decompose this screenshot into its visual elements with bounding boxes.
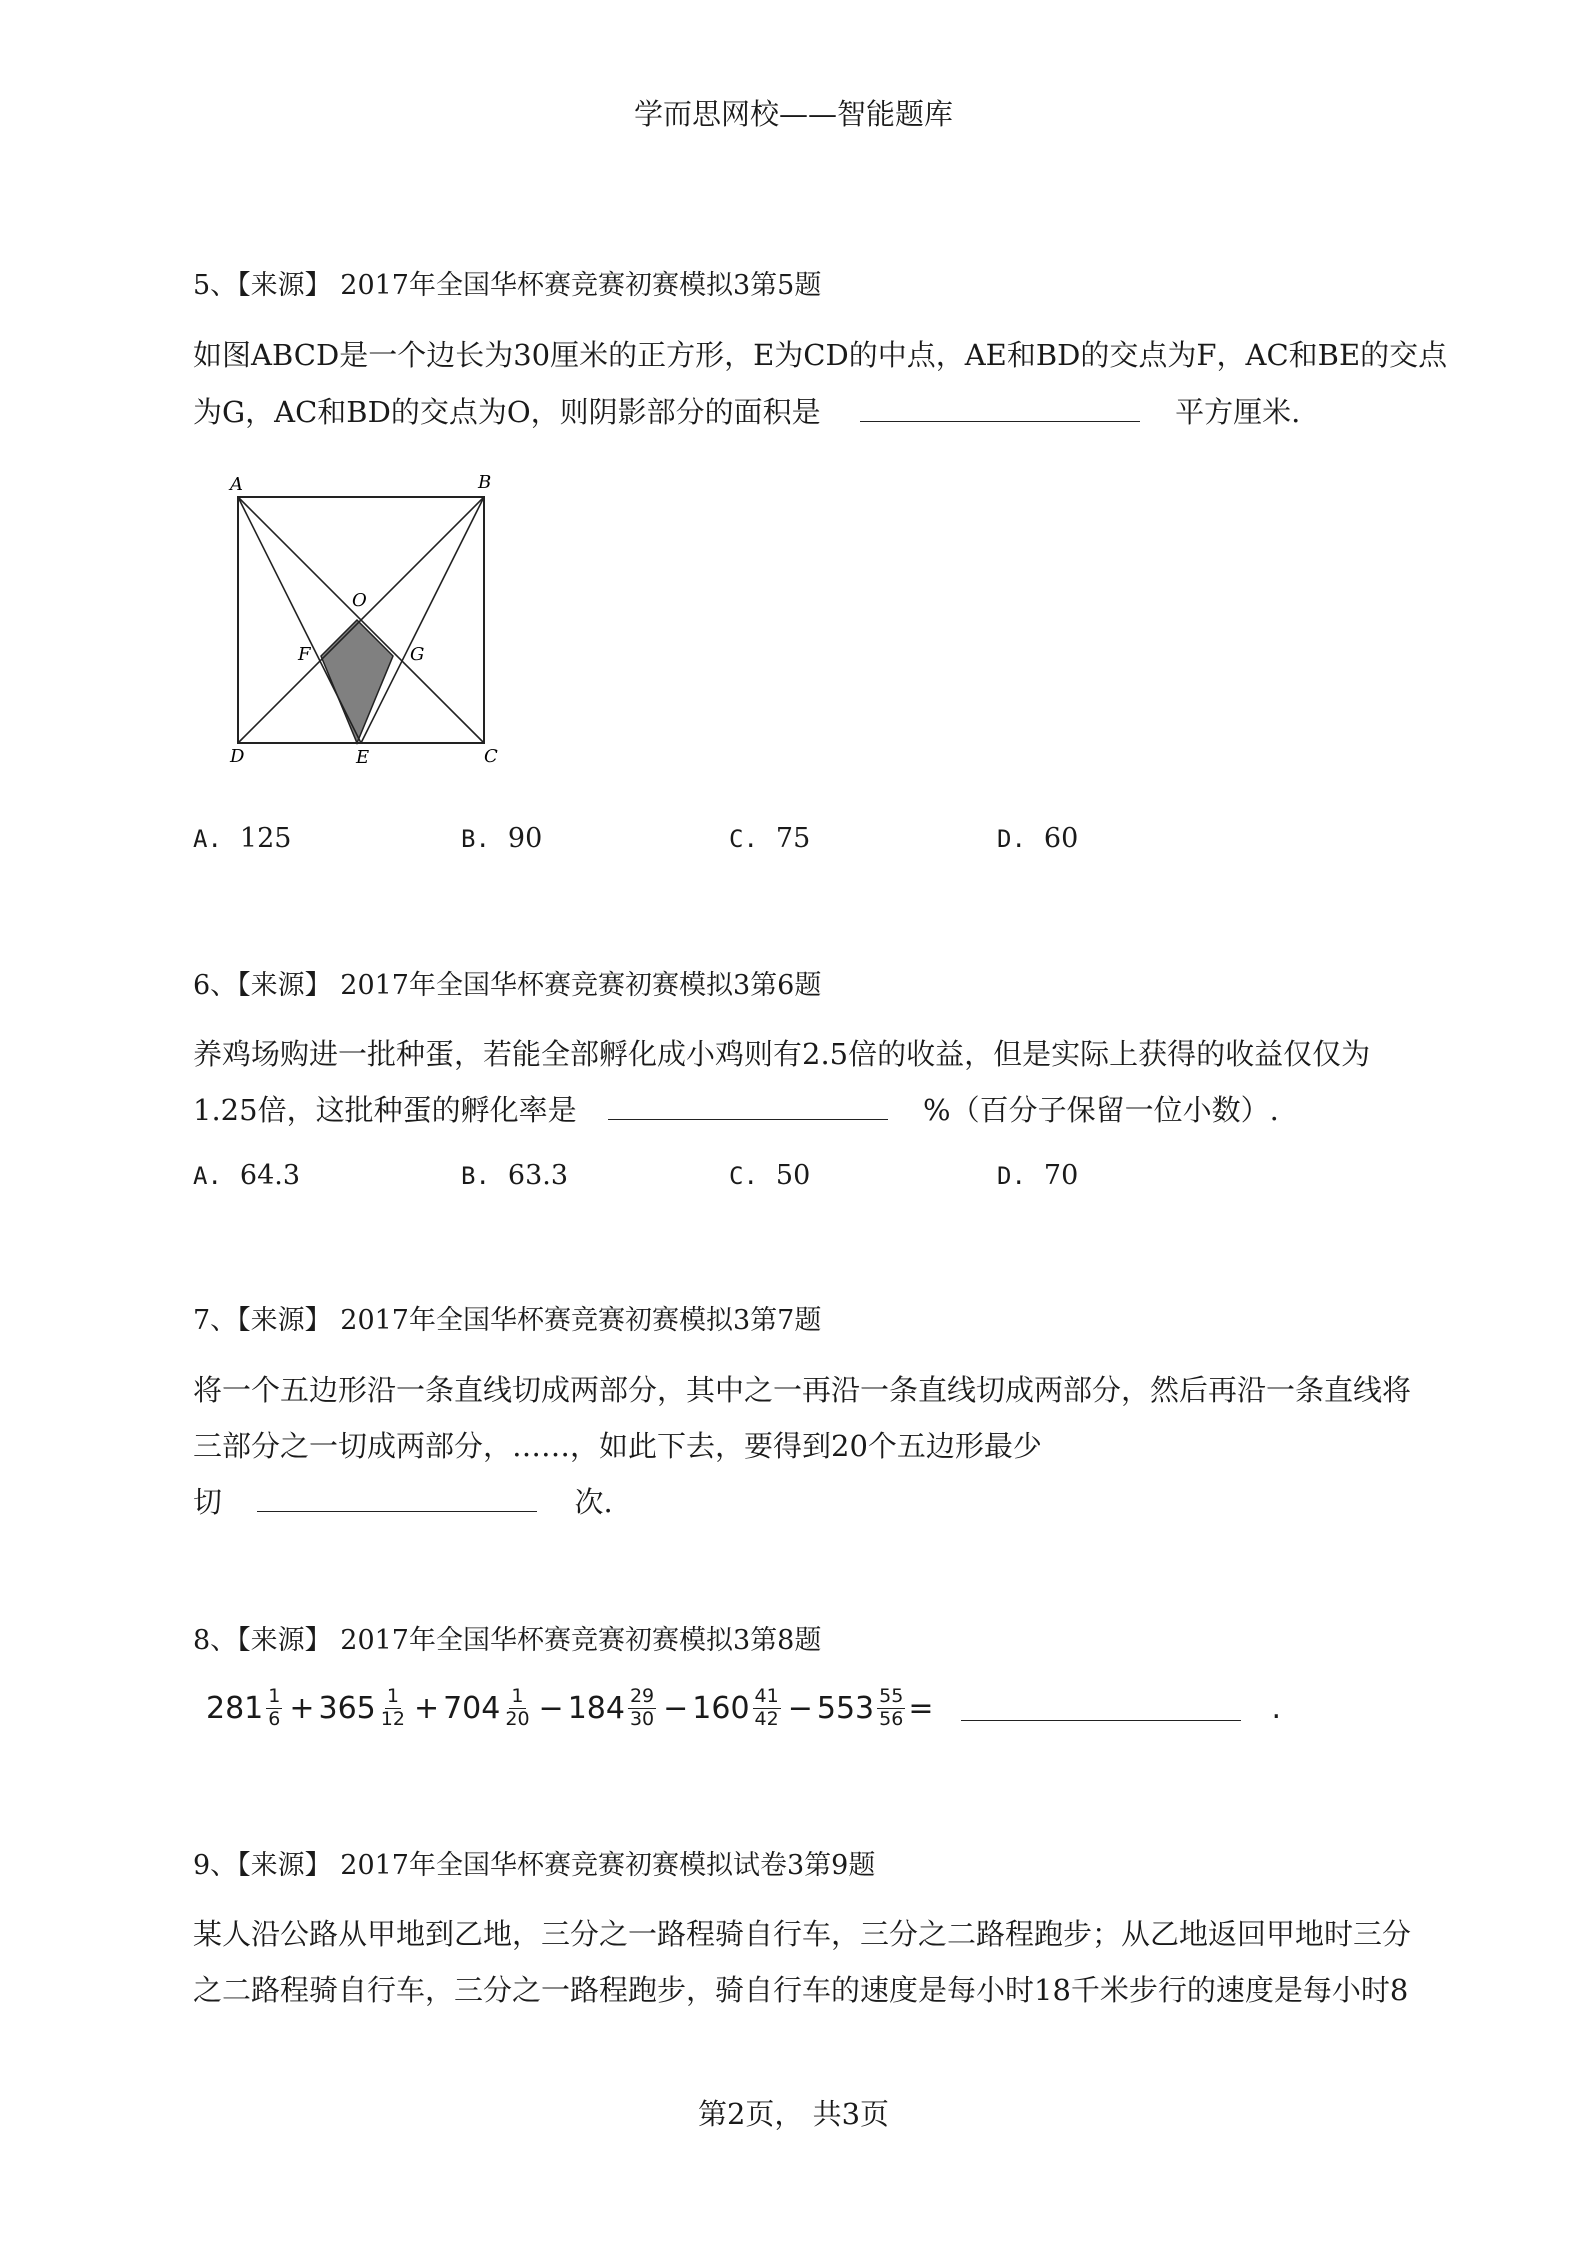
q5-option-b[interactable]: B. 90 [461, 823, 543, 854]
equals-sign: = [908, 1690, 934, 1726]
q5-option-d[interactable]: D. 60 [997, 823, 1079, 854]
q6-answer-blank[interactable] [608, 1118, 888, 1120]
term-6-whole: 553 [816, 1690, 875, 1726]
q5-text-line2-end: 平方厘米. [1175, 395, 1301, 429]
label-c: C [484, 746, 498, 767]
shaded-region [321, 620, 393, 743]
q9-text-line2: 之二路程骑自行车，三分之一路程跑步，骑自行车的速度是每小时18千米步行的速度是每小时8 [193, 1973, 1409, 2007]
q9-source-heading: 9、【来源】 2017年全国华杯赛竞赛初赛模拟试卷3第9题 [193, 1850, 876, 1881]
page-footer: 第2页， 共3页 [697, 2097, 890, 2131]
q5-text-line1: 如图ABCD是一个边长为30厘米的正方形，E为CD的中点，AE和BD的交点为F，AC和BE的交点 [193, 338, 1448, 372]
label-a: A [230, 474, 243, 495]
term-5-fraction: $\frac{41}{42}$ [754, 1685, 779, 1730]
q8-answer-blank[interactable] [961, 1719, 1241, 1721]
q5-square-figure [226, 470, 516, 770]
q7-text-line1: 将一个五边形沿一条直线切成两部分，其中之一再沿一条直线切成两部分，然后再沿一条直线将 [193, 1373, 1412, 1407]
q7-text-line2: 三部分之一切成两部分，……，如此下去，要得到20个五边形最少 [193, 1429, 1042, 1463]
q5-option-a[interactable]: A. 125 [193, 823, 292, 854]
term-3-fraction: $\frac{1}{20}$ [505, 1685, 530, 1730]
label-o: O [352, 590, 367, 611]
q6-option-b[interactable]: B. 63.3 [461, 1160, 569, 1191]
q5-source-heading: 5、【来源】 2017年全国华杯赛竞赛初赛模拟3第5题 [193, 270, 822, 301]
term-3-whole: 704 [443, 1690, 501, 1726]
q5-text-line2 [193, 390, 1300, 431]
q9-text-line1: 某人沿公路从甲地到乙地，三分之一路程骑自行车，三分之二路程跑步；从乙地返回甲地时三分 [193, 1917, 1412, 1951]
term-5-whole: 160 [692, 1690, 750, 1726]
q7-text-line3 [193, 1480, 613, 1521]
q6-option-a[interactable]: A. 64.3 [193, 1160, 301, 1191]
q5-option-c[interactable]: C. 75 [729, 823, 811, 854]
q8-period: . [1271, 1690, 1282, 1726]
label-f: F [298, 644, 311, 665]
label-b: B [478, 472, 492, 493]
segment-be [361, 497, 484, 743]
term-4-whole: 184 [567, 1690, 625, 1726]
q8-source-heading: 8、【来源】 2017年全国华杯赛竞赛初赛模拟3第8题 [193, 1625, 822, 1656]
q6-text-line2 [193, 1088, 1279, 1129]
q6-option-c[interactable]: C. 50 [729, 1160, 811, 1191]
label-e: E [356, 747, 370, 768]
term-1-whole: 281 [206, 1690, 264, 1726]
q5-text-line2-start: 为G，AC和BD的交点为O，则阴影部分的面积是 [193, 395, 821, 429]
q7-text-line3-start: 切 [193, 1485, 223, 1519]
label-d: D [230, 746, 245, 767]
page-header: 学而思网校——智能题库 [633, 97, 953, 131]
q6-text-line2-end: %（百分子保留一位小数）. [923, 1093, 1279, 1127]
q6-text-line2-start: 1.25倍，这批种蛋的孵化率是 [193, 1093, 577, 1127]
label-g: G [410, 644, 425, 665]
q5-answer-blank[interactable] [860, 420, 1140, 422]
q6-option-d[interactable]: D. 70 [997, 1160, 1079, 1191]
q8-expression: 281 $\frac{1}{6}$ + 365 $\frac{1}{12}$ + 704 $\frac{1}{20}$ − 184 $\frac{29}{30}$ − 160 $\frac{41}{42}$ − 553 $\frac{55}{56}$ = . [206, 1685, 1282, 1730]
term-1-fraction: $\frac{1}{6}$ [268, 1685, 281, 1730]
q6-source-heading: 6、【来源】 2017年全国华杯赛竞赛初赛模拟3第6题 [193, 970, 822, 1001]
term-2-fraction: $\frac{1}{12}$ [380, 1685, 405, 1730]
q7-text-line3-end: 次. [574, 1485, 613, 1519]
q7-answer-blank[interactable] [257, 1510, 537, 1512]
q7-source-heading: 7、【来源】 2017年全国华杯赛竞赛初赛模拟3第7题 [193, 1305, 822, 1336]
term-2-whole: 365 [318, 1690, 376, 1726]
segment-ae [238, 497, 361, 743]
q6-text-line1: 养鸡场购进一批种蛋，若能全部孵化成小鸡则有2.5倍的收益，但是实际上获得的收益仅仅为 [193, 1037, 1371, 1071]
term-4-fraction: $\frac{29}{30}$ [629, 1685, 655, 1730]
term-6-fraction: $\frac{55}{56}$ [879, 1685, 904, 1730]
